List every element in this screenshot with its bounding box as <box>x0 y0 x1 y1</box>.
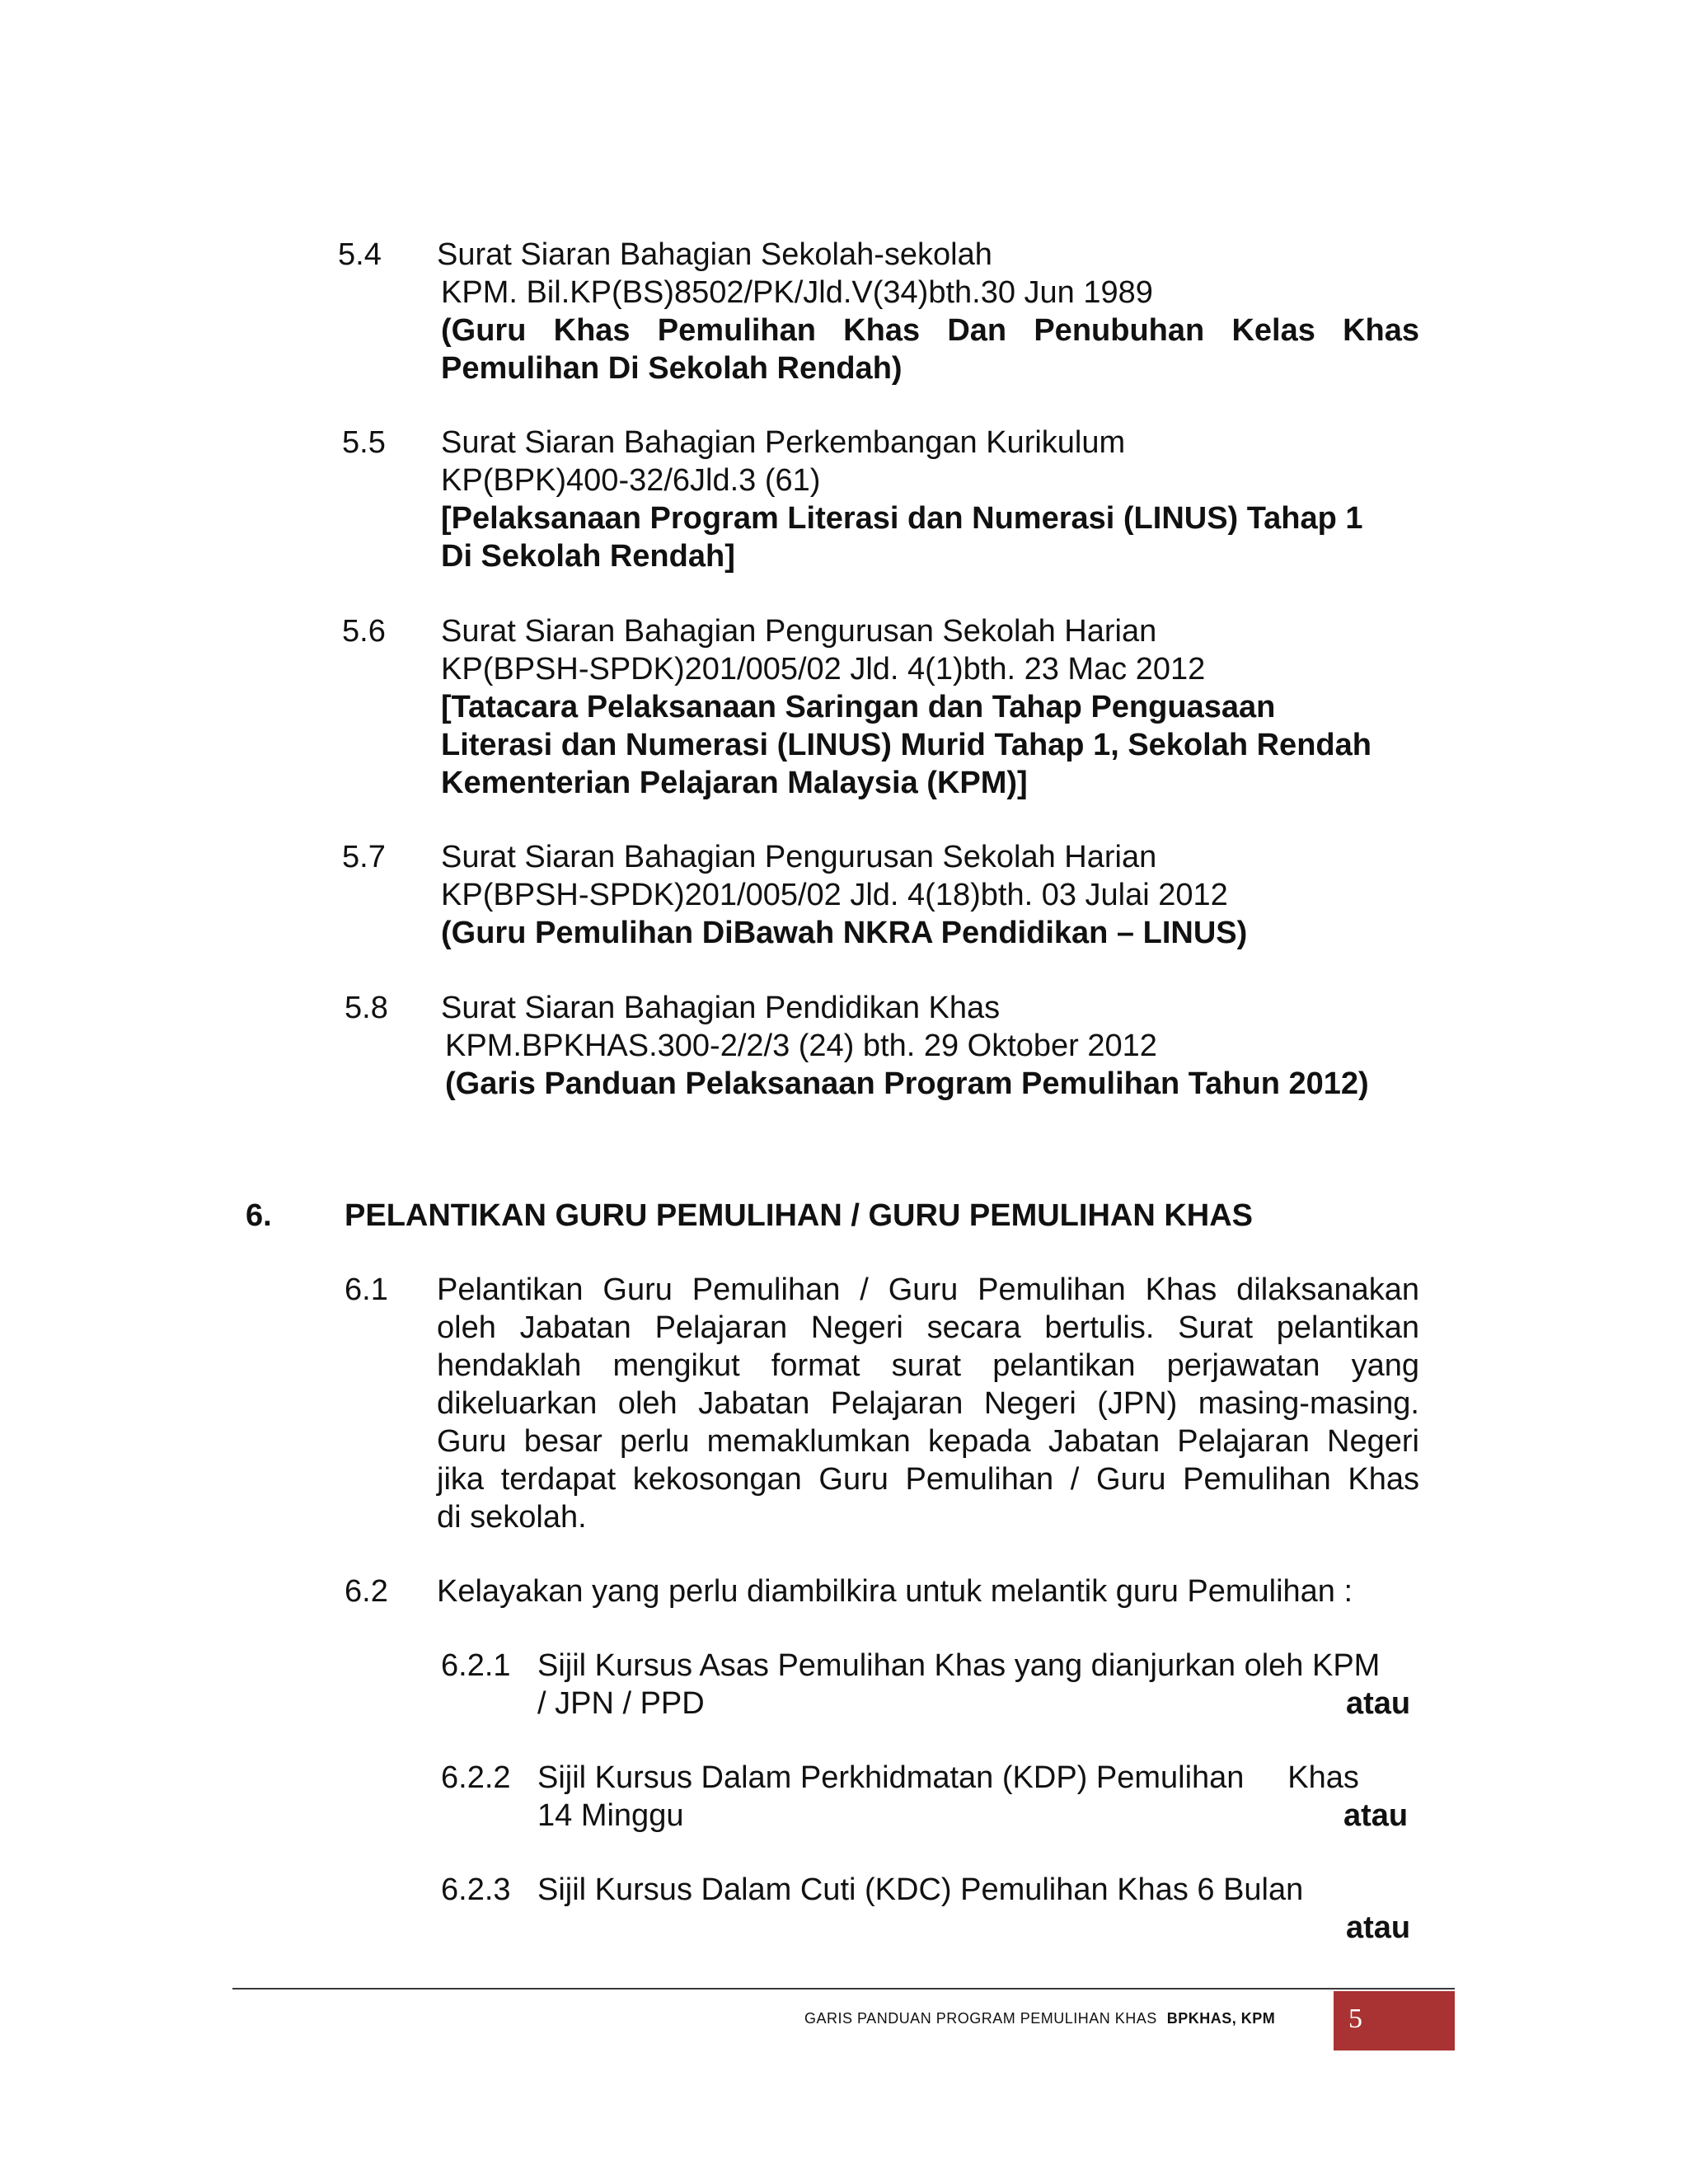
item-text: Sijil Kursus Asas Pemulihan Khas yang dianjurkan oleh KPM <box>537 1648 1381 1683</box>
item-title: Surat Siaran Bahagian Sekolah-sekolah <box>437 237 992 272</box>
item-title: Surat Siaran Bahagian Pengurusan Sekolah Harian <box>441 614 1157 649</box>
item-text: Sijil Kursus Dalam Perkhidmatan (KDP) Pemulihan Khas <box>537 1760 1359 1795</box>
section-number: 6. <box>246 1198 272 1233</box>
item-reference: KP(BPK)400-32/6Jld.3 (61) <box>441 463 821 498</box>
item-subject: [Pelaksanaan Program Literasi dan Numerasi (LINUS) Tahap 1 <box>441 501 1363 536</box>
paragraph-line: hendaklah mengikut format surat pelantikan perjawatan yang <box>437 1348 1419 1383</box>
item-reference: KPM.BPKHAS.300-2/2/3 (24) bth. 29 Oktober 2012 <box>445 1029 1157 1063</box>
section-title: PELANTIKAN GURU PEMULIHAN / GURU PEMULIHAN KHAS <box>345 1198 1253 1233</box>
item-subject: (Guru Khas Pemulihan Khas Dan Penubuhan Kelas Khas <box>441 313 1419 348</box>
item-number: 6.2.1 <box>441 1648 511 1683</box>
item-number: 5.5 <box>342 425 386 460</box>
item-number: 6.2 <box>345 1574 388 1609</box>
footer-caption <box>804 2009 1275 2027</box>
atau-label: atau <box>1346 1686 1411 1721</box>
footer-rule <box>232 1988 1455 1990</box>
item-title: Surat Siaran Bahagian Perkembangan Kurikulum <box>441 425 1126 460</box>
item-subject-cont: Kementerian Pelajaran Malaysia (KPM)] <box>441 766 1028 800</box>
paragraph-line: jika terdapat kekosongan Guru Pemulihan / Guru Pemulihan Khas <box>437 1462 1419 1497</box>
item-subject: [Tatacara Pelaksanaan Saringan dan Tahap Penguasaan <box>441 690 1276 724</box>
footer-title: GARIS PANDUAN PROGRAM PEMULIHAN KHAS <box>804 2010 1157 2027</box>
atau-label: atau <box>1346 1910 1411 1945</box>
item-text-cont: 14 Minggu <box>537 1798 684 1833</box>
item-title: Surat Siaran Bahagian Pendidikan Khas <box>441 991 1001 1025</box>
item-subject: (Guru Pemulihan DiBawah NKRA Pendidikan – LINUS) <box>441 916 1248 950</box>
paragraph-line: Guru besar perlu memaklumkan kepada Jabatan Pelajaran Negeri <box>437 1424 1419 1459</box>
page-number: 5 <box>1348 2004 1362 2034</box>
item-reference: KP(BPSH-SPDK)201/005/02 Jld. 4(18)bth. 03 Julai 2012 <box>441 878 1228 912</box>
item-subject-cont: Literasi dan Numerasi (LINUS) Murid Tahap 1, Sekolah Rendah <box>441 728 1372 762</box>
page-number-box <box>1334 1991 1455 2050</box>
item-subject-cont: Di Sekolah Rendah] <box>441 539 735 574</box>
paragraph-line: dikeluarkan oleh Jabatan Pelajaran Negeri (JPN) masing-masing. <box>437 1386 1419 1421</box>
atau-label: atau <box>1343 1798 1409 1833</box>
item-reference: KPM. Bil.KP(BS)8502/PK/Jld.V(34)bth.30 Jun 1989 <box>441 275 1153 310</box>
item-text-cont: / JPN / PPD <box>537 1686 705 1721</box>
paragraph-line: di sekolah. <box>437 1500 587 1535</box>
item-text: Sijil Kursus Dalam Cuti (KDC) Pemulihan Khas 6 Bulan <box>537 1872 1304 1907</box>
item-subject: (Garis Panduan Pelaksanaan Program Pemulihan Tahun 2012) <box>445 1066 1369 1101</box>
item-number: 5.6 <box>342 614 386 649</box>
paragraph-line: oleh Jabatan Pelajaran Negeri secara bertulis. Surat pelantikan <box>437 1310 1419 1345</box>
footer-organisation: BPKHAS, KPM <box>1166 2010 1276 2027</box>
item-number: 5.7 <box>342 840 386 874</box>
item-reference: KP(BPSH-SPDK)201/005/02 Jld. 4(1)bth. 23 Mac 2012 <box>441 652 1206 687</box>
item-number: 6.1 <box>345 1272 388 1307</box>
item-subject-cont: Pemulihan Di Sekolah Rendah) <box>441 351 903 386</box>
item-number: 6.2.3 <box>441 1872 511 1907</box>
item-number: 5.8 <box>345 991 388 1025</box>
item-number: 6.2.2 <box>441 1760 511 1795</box>
item-number: 5.4 <box>338 237 382 272</box>
item-title: Surat Siaran Bahagian Pengurusan Sekolah Harian <box>441 840 1157 874</box>
item-text: Kelayakan yang perlu diambilkira untuk melantik guru Pemulihan : <box>437 1574 1353 1609</box>
paragraph-line: Pelantikan Guru Pemulihan / Guru Pemulihan Khas dilaksanakan <box>437 1272 1419 1307</box>
